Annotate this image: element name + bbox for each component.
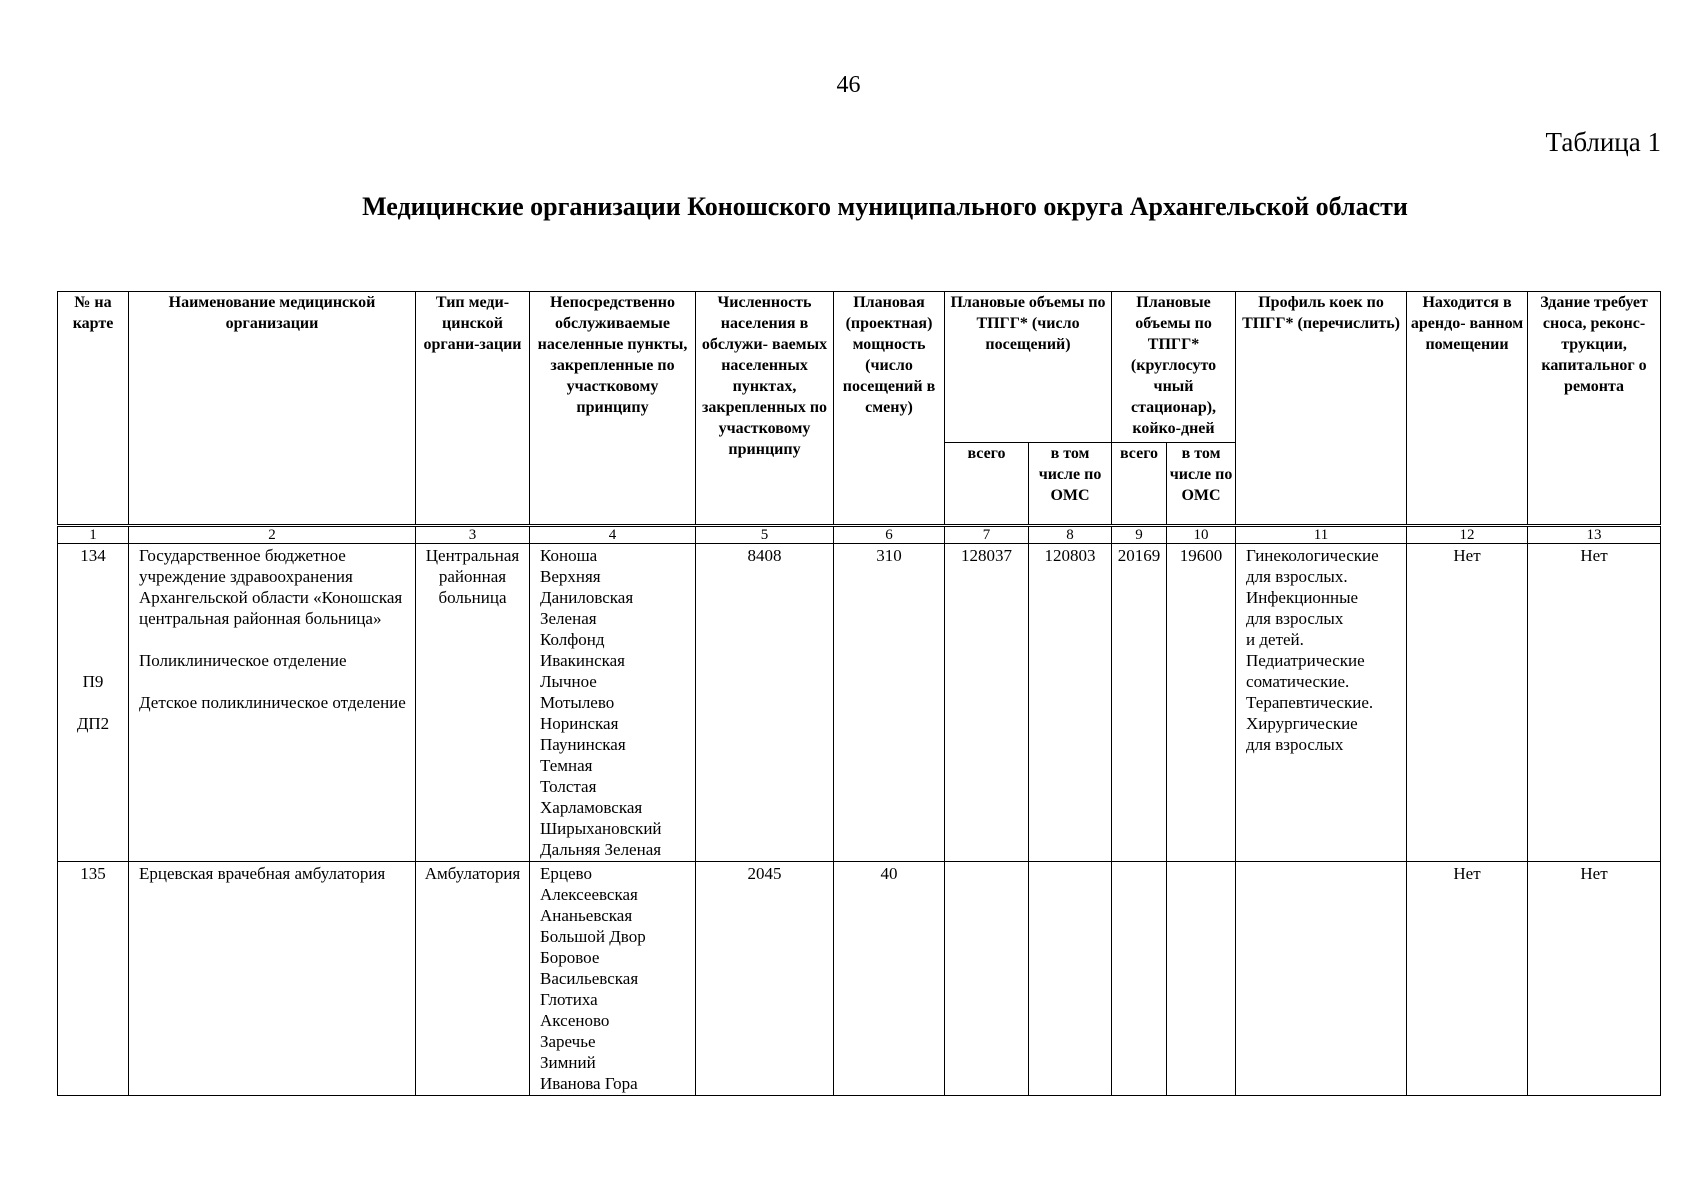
header-settlements: Непосредственно обслуживаемые населенные пункты, закрепленные по участковому принципу <box>530 292 696 526</box>
column-number: 5 <box>696 526 834 544</box>
organizations-table <box>57 291 1661 1096</box>
org-name: Ерцевская врачебная амбулатория <box>129 862 416 1096</box>
header-population: Численность населения в обслужи- ваемых населенных пунктах, закрепленных по участковому принципу <box>696 292 834 526</box>
visits-oms <box>1029 862 1112 1096</box>
header-needs-repair: Здание требует сноса, реконс- трукции, капитальног о ремонта <box>1528 292 1661 526</box>
header-bed-profile: Профиль коек по ТПГГ* (перечислить) <box>1236 292 1407 526</box>
column-number: 2 <box>129 526 416 544</box>
settlement: Темная <box>540 756 593 775</box>
header-map-number: № на карте <box>58 292 129 526</box>
org-type: Центральная районная больница <box>416 544 530 862</box>
bed-profiles-cell <box>1236 862 1407 1096</box>
settlement: Зимний <box>540 1053 596 1072</box>
needs-repair: Нет <box>1528 544 1661 862</box>
bed-profile: соматические. <box>1246 672 1350 691</box>
bed-profile: для взрослых <box>1246 735 1344 754</box>
population: 8408 <box>696 544 834 862</box>
bed-profile: Инфекционные <box>1246 588 1359 607</box>
bed-profile: Терапевтические. <box>1246 693 1374 712</box>
column-number: 10 <box>1167 526 1236 544</box>
visits-total: 128037 <box>945 544 1029 862</box>
header-visits-oms: в том числе по ОМС <box>1029 443 1112 526</box>
capacity: 40 <box>834 862 945 1096</box>
org-name-cell <box>129 544 416 862</box>
needs-repair: Нет <box>1528 862 1661 1096</box>
settlement: Глотиха <box>540 990 598 1009</box>
capacity: 310 <box>834 544 945 862</box>
settlement: Мотылево <box>540 693 615 712</box>
org-subdivision: Поликлиническое отделение <box>139 651 347 670</box>
page-title: Медицинские организации Коношского муниципального округа Архангельской области <box>362 192 1408 221</box>
settlement: Дальняя Зеленая <box>540 840 662 859</box>
settlement: Боровое <box>540 948 600 967</box>
table-label: Таблица 1 <box>1545 127 1661 157</box>
map-number-sub: П9 <box>82 672 104 691</box>
settlement: Ерцево <box>540 864 592 883</box>
header-beddays-total: всего <box>1112 443 1167 526</box>
beddays-total <box>1112 862 1167 1096</box>
org-name: Государственное бюджетное учреждение здравоохранения Архангельской области «Коношская центральная районная больница» <box>139 546 403 628</box>
bed-profile: для взрослых <box>1246 609 1344 628</box>
org-subdivision: Детское поликлиническое отделение <box>139 693 406 712</box>
column-number: 3 <box>416 526 530 544</box>
settlement: Лычное <box>540 672 597 691</box>
settlement: Ивакинская <box>540 651 625 670</box>
header-row <box>58 292 1661 443</box>
column-number: 9 <box>1112 526 1167 544</box>
bed-profile: для взрослых. <box>1246 567 1348 586</box>
settlement: Даниловская <box>540 588 634 607</box>
header-org-type: Тип меди- цинской органи-зации <box>416 292 530 526</box>
population: 2045 <box>696 862 834 1096</box>
settlement: Колфонд <box>540 630 605 649</box>
map-number: 135 <box>58 862 129 1096</box>
table-row <box>58 862 1661 1096</box>
column-number: 1 <box>58 526 129 544</box>
settlement: Харламовская <box>540 798 643 817</box>
map-number: 134 <box>80 546 106 565</box>
settlement: Норинская <box>540 714 619 733</box>
column-number-row <box>58 526 1661 544</box>
column-number: 12 <box>1407 526 1528 544</box>
header-beddays-oms: в том числе по ОМС <box>1167 443 1236 526</box>
settlement: Иванова Гора <box>540 1074 638 1093</box>
settlement: Паунинская <box>540 735 626 754</box>
settlement: Толстая <box>540 777 597 796</box>
settlements-cell <box>530 544 696 862</box>
settlement: Аксеново <box>540 1011 610 1030</box>
settlement: Верхняя <box>540 567 601 586</box>
rented: Нет <box>1407 544 1528 862</box>
bed-profile: и детей. <box>1246 630 1304 649</box>
settlement: Зеленая <box>540 609 597 628</box>
settlement: Коноша <box>540 546 598 565</box>
header-rented: Находится в арендо- ванном помещении <box>1407 292 1528 526</box>
map-number-cell <box>58 544 129 862</box>
table-row <box>58 544 1661 862</box>
header-planned-beddays: Плановые объемы по ТПГГ* (круглосуто чный стационар), койко-дней <box>1112 292 1236 443</box>
settlement: Заречье <box>540 1032 596 1051</box>
bed-profile: Хирургические <box>1246 714 1358 733</box>
rented: Нет <box>1407 862 1528 1096</box>
column-number: 4 <box>530 526 696 544</box>
org-type: Амбулатория <box>416 862 530 1096</box>
column-number: 13 <box>1528 526 1661 544</box>
column-number: 8 <box>1029 526 1112 544</box>
visits-oms: 120803 <box>1029 544 1112 862</box>
settlement: Ширыхановский <box>540 819 662 838</box>
bed-profile: Гинекологические <box>1246 546 1379 565</box>
settlements-cell <box>530 862 696 1096</box>
settlement: Ананьевская <box>540 906 633 925</box>
beddays-oms <box>1167 862 1236 1096</box>
bed-profile: Педиатрические <box>1246 651 1365 670</box>
map-number-sub: ДП2 <box>76 714 110 733</box>
page-number: 46 <box>836 72 861 98</box>
visits-total <box>945 862 1029 1096</box>
settlement: Большой Двор <box>540 927 646 946</box>
beddays-total: 20169 <box>1112 544 1167 862</box>
column-number: 11 <box>1236 526 1407 544</box>
header-org-name: Наименование медицинской организации <box>129 292 416 526</box>
header-capacity: Плановая (проектная) мощность (число посещений в смену) <box>834 292 945 526</box>
settlement: Васильевская <box>540 969 639 988</box>
header-visits-total: всего <box>945 443 1029 526</box>
beddays-oms: 19600 <box>1167 544 1236 862</box>
bed-profiles-cell <box>1236 544 1407 862</box>
column-number: 7 <box>945 526 1029 544</box>
header-planned-visits: Плановые объемы по ТПГГ* (число посещений) <box>945 292 1112 443</box>
settlement: Алексеевская <box>540 885 638 904</box>
column-number: 6 <box>834 526 945 544</box>
